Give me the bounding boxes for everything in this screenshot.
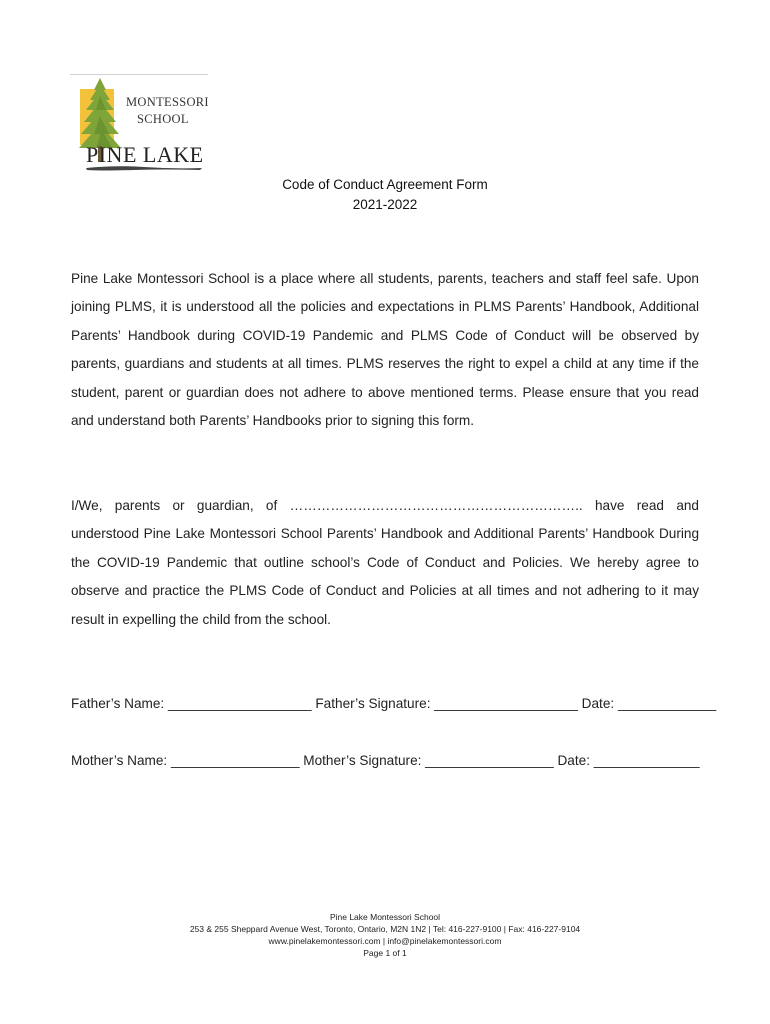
footer-page-number: Page 1 of 1	[363, 948, 407, 958]
school-logo	[70, 72, 210, 172]
footer-school-name: Pine Lake Montessori School	[329, 912, 441, 922]
logo-school-text: SCHOOL	[137, 112, 189, 126]
footer-address: 253 & 255 Sheppard Avenue West, Toronto, Ontario, M2N 1N2 | Tel: 416-227-9100 | Fax: 416-227-9104	[189, 924, 581, 934]
form-year: 2021-2022	[352, 197, 418, 212]
logo-montessori-text: MONTESSORI	[126, 95, 209, 109]
brush-stroke-icon	[84, 164, 204, 172]
father-signature-line[interactable]: Father’s Name: ___________________ Father’s Signature: ___________________ Date: _____________	[71, 696, 717, 711]
footer-contact: www.pinelakemontessori.com | info@pinelakemontessori.com	[268, 936, 502, 946]
logo-pine-lake-text: PINE LAKE	[86, 142, 204, 167]
agreement-paragraph: I/We, parents or guardian, of ……………………………………………………….. have read and understood Pine Lake Montessori School Parents’ Handbook and Additional Parents’ Handbook During the COVID-19 Pandemic that outline school’s Code of Conduct and Policies. We hereby agree to observe and practice the PLMS Code of Conduct and Policies at all times and not adhering to it may result in expelling the child from the school.	[71, 498, 699, 627]
form-title: Code of Conduct Agreement Form	[282, 177, 488, 192]
intro-paragraph: Pine Lake Montessori School is a place where all students, parents, teachers and staff feel safe. Upon joining PLMS, it is understood all the policies and expectations in PLMS Parents’ Handbook, Additional Parents’ Handbook during COVID-19 Pandemic and PLMS Code of Conduct will be observed by parents, guardians and students at all times. PLMS reserves the right to expel a child at any time if the student, parent or guardian does not adhere to above mentioned terms. Please ensure that you read and understand both Parents’ Handbooks prior to signing this form.	[71, 271, 699, 429]
mother-signature-line[interactable]: Mother’s Name: _________________ Mother’s Signature: _________________ Date: ______________	[71, 753, 700, 768]
logo-divider	[70, 74, 208, 75]
